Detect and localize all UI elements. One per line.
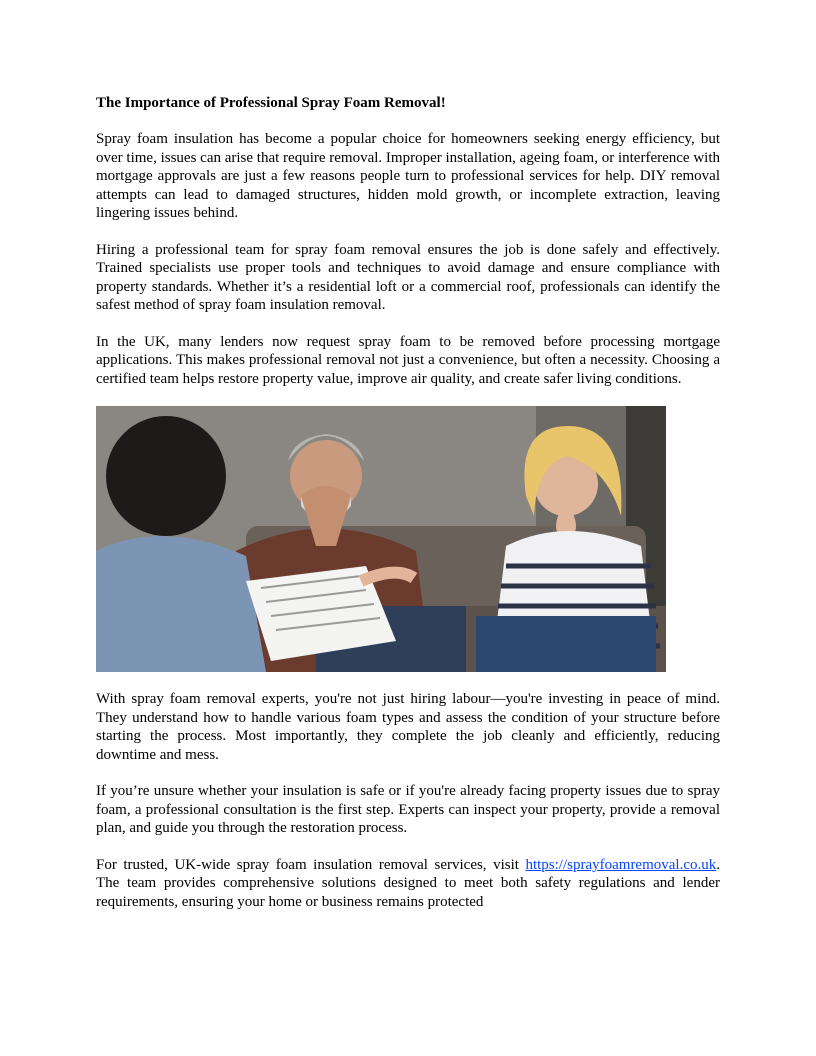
paragraph-consultation: If you’re unsure whether your insulation is safe or if you're already facing property issues due to spray foam, a professional consultation is the first step. Experts can inspect your property, provide a removal plan, and guide you through the restoration process.	[96, 783, 720, 837]
paragraph-hiring: Hiring a professional team for spray foam removal ensures the job is done safely and effectively. Trained specialists use proper tools and techniques to avoid damage and ensure compliance with property standards. Whether it’s a residential loft or a commercial roof, professionals can identify the safest method of spray foam insulation removal.	[96, 241, 720, 314]
paragraph-uk-lenders: In the UK, many lenders now request spray foam to be removed before processing mortgage applications. This makes professional removal not just a convenience, but often a necessity. Choosing a certified team helps restore property value, improve air quality, and create safer living conditions.	[96, 333, 720, 387]
paragraph-intro: Spray foam insulation has become a popular choice for homeowners seeking energy efficiency, but over time, issues can arise that require removal. Improper installation, ageing foam, or interference with mortgage approvals are just a few reasons people turn to professional services for help. DIY removal attempts can lead to damaged structures, hidden mold growth, or incomplete extraction, leaving lingering issues behind.	[96, 131, 720, 222]
document-page	[96, 94, 720, 930]
visit-text-before: For trusted, UK-wide spray foam insulation removal services, visit	[96, 857, 526, 874]
consultation-photo	[96, 406, 666, 672]
website-link[interactable]: https://sprayfoamremoval.co.uk	[525, 857, 717, 874]
consultation-illustration	[96, 406, 666, 672]
document-title: The Importance of Professional Spray Foam Removal!	[96, 95, 446, 111]
paragraph-visit	[96, 856, 720, 911]
visit-text-after: . The team provides comprehensive solutions designed to meet both safety regulations and lender requirements, ensuring your home or business remains protected	[96, 857, 720, 910]
paragraph-experts: With spray foam removal experts, you're not just hiring labour—you're investing in peace of mind. They understand how to handle various foam types and assess the condition of your structure before starting the process. Most importantly, they complete the job cleanly and efficiently, reducing downtime and mess.	[96, 691, 720, 763]
